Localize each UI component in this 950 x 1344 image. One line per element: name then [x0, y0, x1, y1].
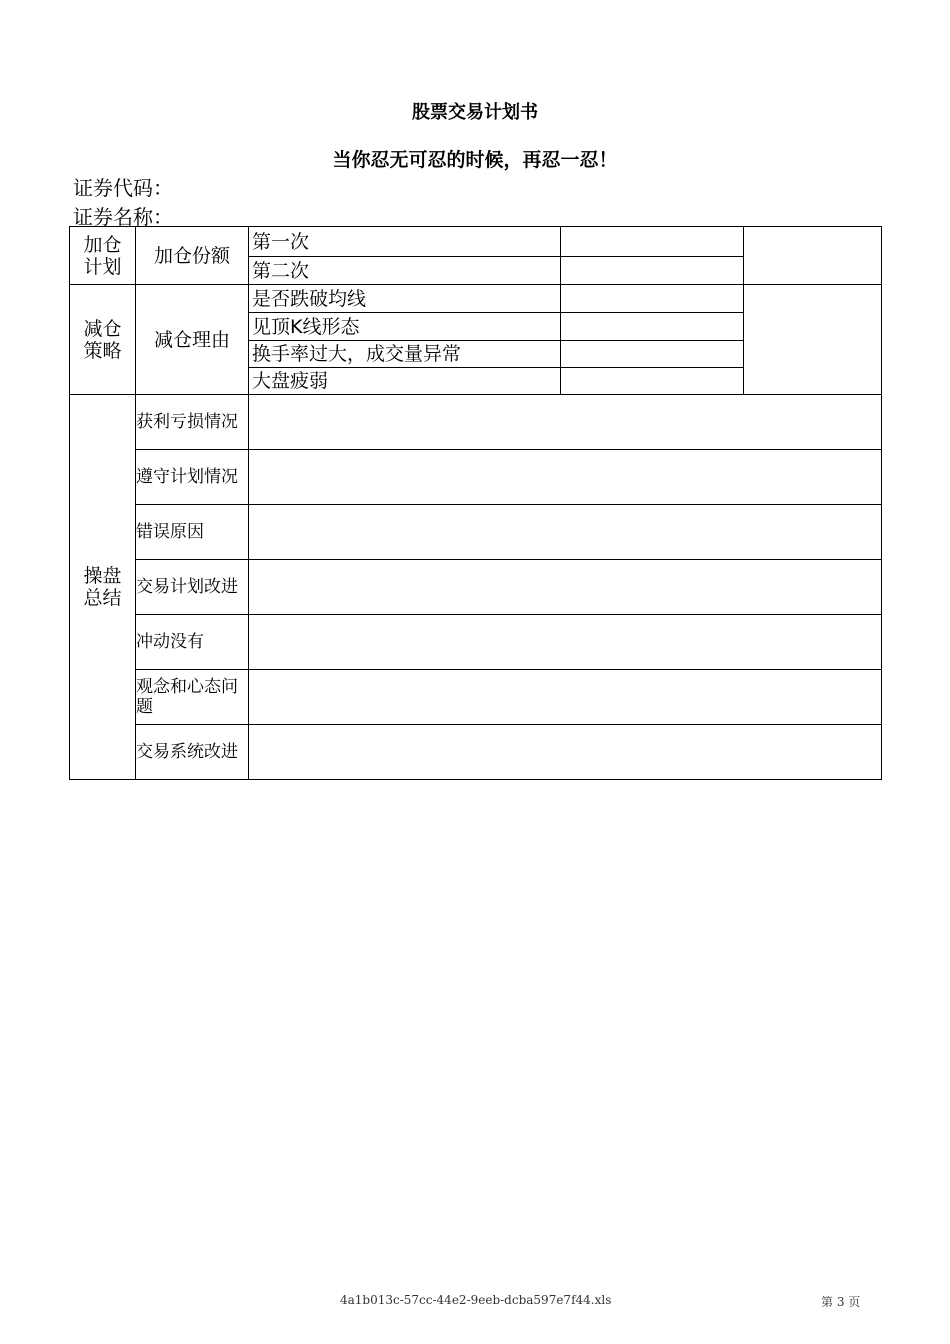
summary-item-4: 交易计划改进 — [136, 560, 249, 615]
summary-row-4 — [70, 560, 882, 615]
summary-row-7 — [70, 725, 882, 780]
add-item-1: 第一次 — [249, 227, 561, 257]
reduce-item-1-value-cell[interactable] — [561, 285, 744, 313]
reduce-item-2-value-cell[interactable] — [561, 313, 744, 341]
add-item-1-value-cell[interactable] — [561, 227, 744, 257]
footer-filename: 4a1b013c-57cc-44e2-9eeb-dcba597e7f44.xls — [340, 1293, 612, 1307]
summary-item-7: 交易系统改进 — [136, 725, 249, 780]
reduce-item-1: 是否跌破均线 — [249, 285, 561, 313]
add-row-1 — [70, 227, 882, 257]
reduce-item-4-value-cell[interactable] — [561, 368, 744, 395]
reduce-strategy-section-label: 减仓 策略 — [83, 317, 122, 362]
security-code-label: 证券代码： — [73, 176, 173, 200]
add-plan-section-cell — [70, 227, 136, 285]
reduce-item-3: 换手率过大，成交量异常 — [249, 341, 561, 368]
summary-item-7-content-cell[interactable] — [249, 725, 882, 780]
summary-item-1-content-cell[interactable] — [249, 395, 882, 450]
summary-section-label: 操盘 总结 — [83, 565, 122, 609]
reduce-strategy-section-cell — [70, 285, 136, 395]
add-amount-label: 加仓份额 — [136, 227, 249, 285]
summary-item-6-content-cell[interactable] — [249, 670, 882, 725]
summary-item-3-content-cell[interactable] — [249, 505, 882, 560]
footer-page-number: 第 3 页 — [821, 1295, 861, 1309]
summary-item-5: 冲动没有 — [136, 615, 249, 670]
summary-item-5-content-cell[interactable] — [249, 615, 882, 670]
reduce-strategy-notes-cell[interactable] — [744, 285, 882, 395]
reduce-reason-label: 减仓理由 — [136, 285, 249, 395]
add-item-2: 第二次 — [249, 257, 561, 285]
summary-row-3 — [70, 505, 882, 560]
summary-item-1: 获利亏损情况 — [136, 395, 249, 450]
add-item-2-value-cell[interactable] — [561, 257, 744, 285]
summary-item-4-content-cell[interactable] — [249, 560, 882, 615]
summary-row-1 — [70, 395, 882, 450]
summary-row-6 — [70, 670, 882, 725]
summary-item-3: 错误原因 — [136, 505, 249, 560]
summary-item-2-content-cell[interactable] — [249, 450, 882, 505]
add-plan-notes-cell[interactable] — [744, 227, 882, 285]
summary-section-cell — [70, 395, 136, 780]
reduce-row-1 — [70, 285, 882, 313]
summary-item-2: 遵守计划情况 — [136, 450, 249, 505]
document-title: 股票交易计划书 — [412, 102, 538, 123]
summary-item-6: 观念和心态问题 — [136, 670, 249, 725]
reduce-item-3-value-cell[interactable] — [561, 341, 744, 368]
summary-row-5 — [70, 615, 882, 670]
add-plan-section-label: 加仓 计划 — [83, 233, 122, 278]
reduce-item-4: 大盘疲弱 — [249, 368, 561, 395]
summary-row-2 — [70, 450, 882, 505]
trading-plan-table — [69, 226, 882, 780]
document-motto: 当你忍无可忍的时候，再忍一忍！ — [332, 149, 618, 171]
security-name-label: 证券名称： — [73, 205, 173, 229]
reduce-item-2: 见顶K线形态 — [249, 313, 561, 341]
